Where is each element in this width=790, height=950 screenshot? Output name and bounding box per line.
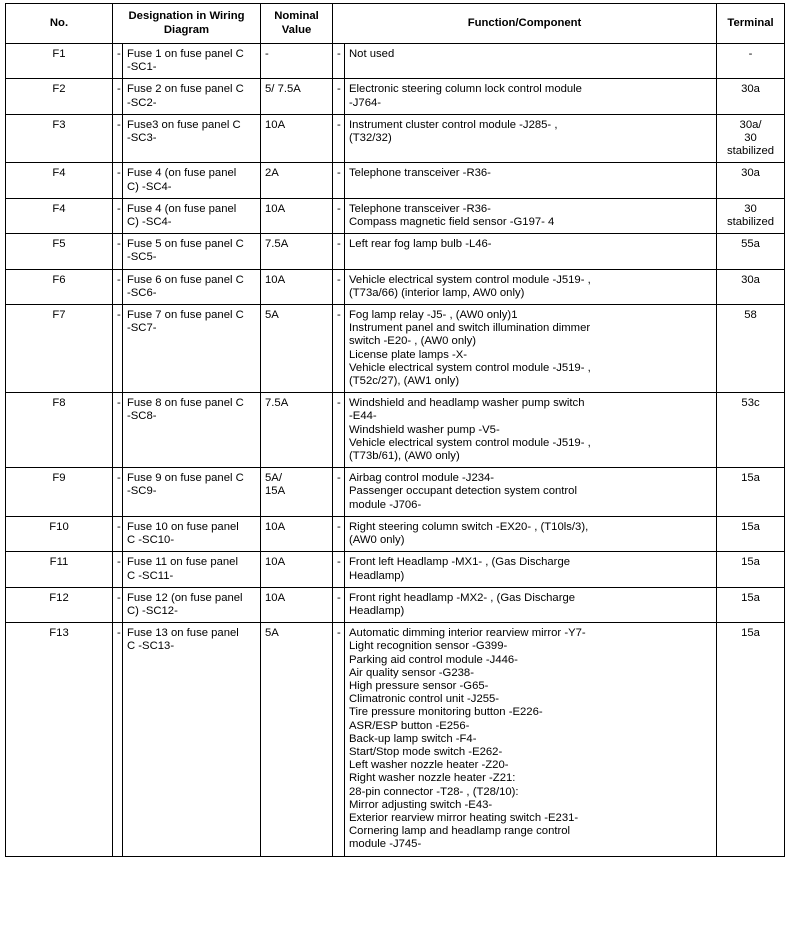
cell-fuse-number: F7: [6, 305, 113, 393]
cell-designation-dash: -: [113, 234, 123, 269]
cell-function-component: Telephone transceiver -R36-: [345, 163, 717, 198]
cell-function-dash: -: [333, 44, 345, 79]
cell-fuse-number: F5: [6, 234, 113, 269]
column-header-terminal: Terminal: [717, 4, 785, 44]
cell-designation-dash: -: [113, 623, 123, 856]
cell-nominal-value: 10A: [261, 587, 333, 622]
cell-terminal: 15a: [717, 516, 785, 551]
table-row: [6, 516, 785, 551]
cell-terminal: 30a: [717, 269, 785, 304]
cell-function-component: Right steering column switch -EX20- , (T10ls/3), (AW0 only): [345, 516, 717, 551]
table-body: [6, 44, 785, 857]
cell-designation: Fuse 12 (on fuse panel C) -SC12-: [123, 587, 261, 622]
table-row: [6, 269, 785, 304]
cell-fuse-number: F1: [6, 44, 113, 79]
cell-fuse-number: F4: [6, 198, 113, 233]
cell-nominal-value: 10A: [261, 552, 333, 587]
cell-function-component: Airbag control module -J234- Passenger occupant detection system control module -J706-: [345, 468, 717, 517]
column-header-designation: Designation in Wiring Diagram: [113, 4, 261, 44]
cell-designation: Fuse 7 on fuse panel C -SC7-: [123, 305, 261, 393]
table-row: [6, 552, 785, 587]
cell-function-dash: -: [333, 269, 345, 304]
cell-function-dash: -: [333, 234, 345, 269]
cell-designation-dash: -: [113, 44, 123, 79]
cell-function-dash: -: [333, 114, 345, 163]
table-row: [6, 44, 785, 79]
table-row: [6, 234, 785, 269]
cell-function-component: Vehicle electrical system control module -J519- , (T73a/66) (interior lamp, AW0 only): [345, 269, 717, 304]
fuse-assignment-table: [5, 3, 785, 857]
column-header-no: No.: [6, 4, 113, 44]
cell-fuse-number: F4: [6, 163, 113, 198]
table-row: [6, 198, 785, 233]
cell-terminal: 58: [717, 305, 785, 393]
cell-terminal: 30a/ 30 stabilized: [717, 114, 785, 163]
cell-designation: Fuse 13 on fuse panel C -SC13-: [123, 623, 261, 856]
cell-designation-dash: -: [113, 114, 123, 163]
cell-function-dash: -: [333, 198, 345, 233]
cell-fuse-number: F8: [6, 393, 113, 468]
table-row: [6, 468, 785, 517]
cell-terminal: 15a: [717, 552, 785, 587]
cell-function-dash: -: [333, 516, 345, 551]
cell-function-component: Fog lamp relay -J5- , (AW0 only)1 Instrument panel and switch illumination dimmer switch -E20- , (AW0 only) License plate lamps -X- Vehicle electrical system control module -J519- , (T52c/27), (AW1 only): [345, 305, 717, 393]
table-header: [6, 4, 785, 44]
cell-designation-dash: -: [113, 305, 123, 393]
cell-nominal-value: 10A: [261, 269, 333, 304]
cell-function-dash: -: [333, 623, 345, 856]
cell-function-component: Front left Headlamp -MX1- , (Gas Discharge Headlamp): [345, 552, 717, 587]
cell-nominal-value: 10A: [261, 198, 333, 233]
cell-designation: Fuse 1 on fuse panel C -SC1-: [123, 44, 261, 79]
cell-designation-dash: -: [113, 163, 123, 198]
cell-function-dash: -: [333, 79, 345, 114]
table-row: [6, 587, 785, 622]
cell-designation: Fuse3 on fuse panel C -SC3-: [123, 114, 261, 163]
cell-terminal: 55a: [717, 234, 785, 269]
cell-fuse-number: F12: [6, 587, 113, 622]
cell-function-component: Front right headlamp -MX2- , (Gas Discharge Headlamp): [345, 587, 717, 622]
cell-function-component: Windshield and headlamp washer pump switch -E44- Windshield washer pump -V5- Vehicle electrical system control module -J519- , (T73b/61), (AW0 only): [345, 393, 717, 468]
cell-fuse-number: F13: [6, 623, 113, 856]
cell-fuse-number: F3: [6, 114, 113, 163]
cell-nominal-value: 5A/ 15A: [261, 468, 333, 517]
cell-fuse-number: F10: [6, 516, 113, 551]
cell-function-component: Not used: [345, 44, 717, 79]
cell-designation-dash: -: [113, 79, 123, 114]
cell-designation: Fuse 5 on fuse panel C -SC5-: [123, 234, 261, 269]
cell-function-component: Left rear fog lamp bulb -L46-: [345, 234, 717, 269]
cell-fuse-number: F11: [6, 552, 113, 587]
cell-nominal-value: 10A: [261, 516, 333, 551]
cell-function-component: Telephone transceiver -R36- Compass magnetic field sensor -G197- 4: [345, 198, 717, 233]
table-row: [6, 305, 785, 393]
cell-nominal-value: 2A: [261, 163, 333, 198]
table-row: [6, 623, 785, 856]
cell-designation: Fuse 2 on fuse panel C -SC2-: [123, 79, 261, 114]
cell-function-dash: -: [333, 305, 345, 393]
cell-designation-dash: -: [113, 269, 123, 304]
cell-nominal-value: 7.5A: [261, 234, 333, 269]
cell-nominal-value: 5A: [261, 623, 333, 856]
cell-function-dash: -: [333, 163, 345, 198]
cell-nominal-value: 7.5A: [261, 393, 333, 468]
cell-designation-dash: -: [113, 393, 123, 468]
cell-designation: Fuse 6 on fuse panel C -SC6-: [123, 269, 261, 304]
table-row: [6, 114, 785, 163]
cell-designation: Fuse 4 (on fuse panel C) -SC4-: [123, 163, 261, 198]
cell-designation-dash: -: [113, 468, 123, 517]
table-row: [6, 163, 785, 198]
cell-terminal: 30a: [717, 163, 785, 198]
cell-terminal: 30a: [717, 79, 785, 114]
cell-terminal: 30 stabilized: [717, 198, 785, 233]
cell-designation: Fuse 8 on fuse panel C -SC8-: [123, 393, 261, 468]
table-row: [6, 79, 785, 114]
cell-designation: Fuse 9 on fuse panel C -SC9-: [123, 468, 261, 517]
cell-nominal-value: 5/ 7.5A: [261, 79, 333, 114]
cell-function-dash: -: [333, 468, 345, 517]
cell-function-dash: -: [333, 552, 345, 587]
cell-designation-dash: -: [113, 587, 123, 622]
cell-terminal: 53c: [717, 393, 785, 468]
cell-nominal-value: 5A: [261, 305, 333, 393]
cell-terminal: 15a: [717, 587, 785, 622]
column-header-function-component: Function/Component: [333, 4, 717, 44]
cell-function-component: Automatic dimming interior rearview mirror -Y7- Light recognition sensor -G399- Parking aid control module -J446- Air quality sensor -G238- High pressure sensor -G65- Climatronic control unit -J255- Tire pressure monitoring button -E226- ASR/ESP button -E256- Back-up lamp switch -F4- Start/Stop mode switch -E262- Left washer nozzle heater -Z20- Right washer nozzle heater -Z21: 28-pin connector -T28- , (T28/10): Mirror adjusting switch -E43- Exterior rearview mirror heating switch -E231- Cornering lamp and headlamp range control module -J745-: [345, 623, 717, 856]
table-header-row: [6, 4, 785, 44]
column-header-nominal-value: Nominal Value: [261, 4, 333, 44]
cell-nominal-value: -: [261, 44, 333, 79]
cell-terminal: -: [717, 44, 785, 79]
cell-fuse-number: F6: [6, 269, 113, 304]
cell-terminal: 15a: [717, 623, 785, 856]
cell-function-component: Electronic steering column lock control module -J764-: [345, 79, 717, 114]
cell-designation: Fuse 11 on fuse panel C -SC11-: [123, 552, 261, 587]
cell-fuse-number: F2: [6, 79, 113, 114]
cell-designation-dash: -: [113, 198, 123, 233]
cell-designation: Fuse 4 (on fuse panel C) -SC4-: [123, 198, 261, 233]
cell-fuse-number: F9: [6, 468, 113, 517]
table-row: [6, 393, 785, 468]
cell-designation: Fuse 10 on fuse panel C -SC10-: [123, 516, 261, 551]
cell-function-component: Instrument cluster control module -J285- , (T32/32): [345, 114, 717, 163]
cell-function-dash: -: [333, 587, 345, 622]
cell-designation-dash: -: [113, 552, 123, 587]
cell-function-dash: -: [333, 393, 345, 468]
cell-terminal: 15a: [717, 468, 785, 517]
cell-nominal-value: 10A: [261, 114, 333, 163]
cell-designation-dash: -: [113, 516, 123, 551]
